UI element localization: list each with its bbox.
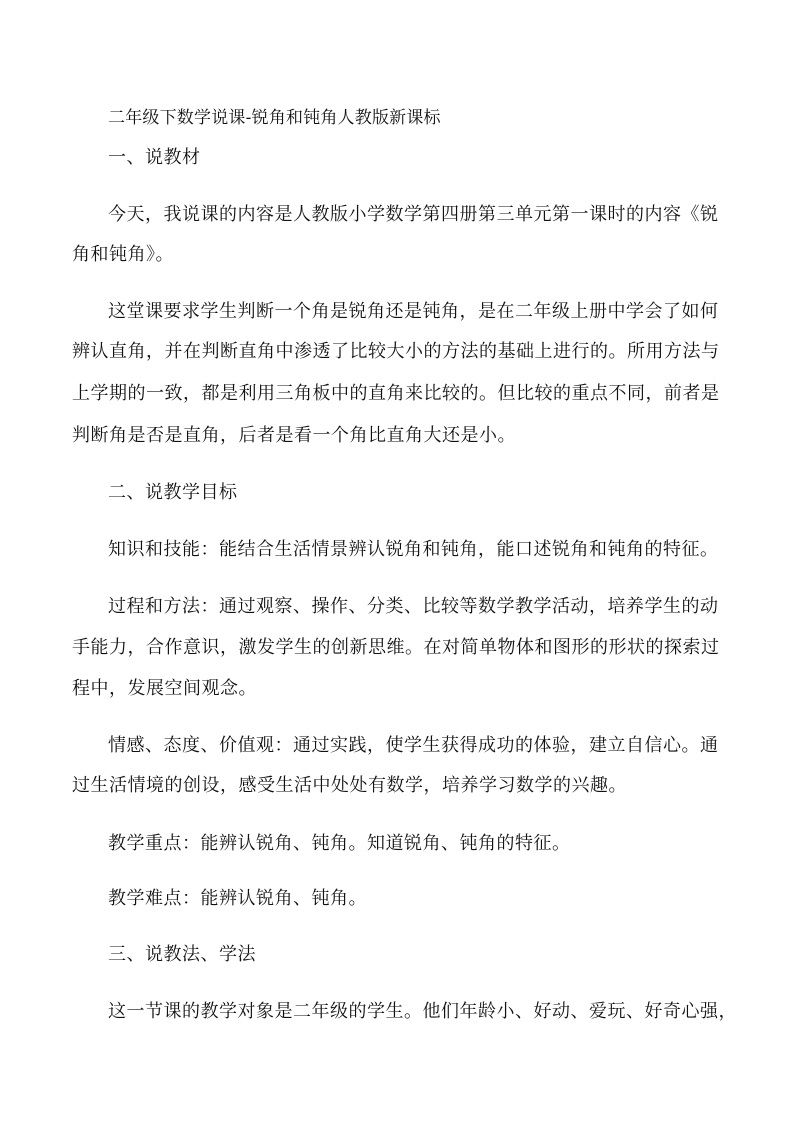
paragraph-line: 角和钝角》。 xyxy=(72,244,174,265)
section-heading-methods: 三、说教法、学法 xyxy=(108,944,256,965)
section-heading-textbook: 一、说教材 xyxy=(108,147,201,168)
paragraph-line: 这堂课要求学生判断一个角是锐角还是钝角，是在二年级上册中学会了如何 xyxy=(108,301,719,322)
goal-process-line: 手能力，合作意识，激发学生的创新思维。在对简单物体和图形的形状的探索过 xyxy=(72,637,720,658)
section-heading-goals: 二、说教学目标 xyxy=(108,482,238,503)
paragraph-line: 这一节课的教学对象是二年级的学生。他们年龄小、好动、爱玩、好奇心强， xyxy=(108,1001,737,1022)
teaching-difficult-point: 教学难点：能辨认锐角、钝角。 xyxy=(108,888,367,909)
goal-emotion-line: 过生活情境的创设，感受生活中处处有数学，培养学习数学的兴趣。 xyxy=(72,775,627,796)
goal-emotion-line: 情感、态度、价值观：通过实践，使学生获得成功的体验，建立自信心。通 xyxy=(108,735,719,756)
paragraph-line: 上学期的一致，都是利用三角板中的直角来比较的。但比较的重点不同，前者是 xyxy=(72,383,720,404)
goal-process-line: 过程和方法：通过观察、操作、分类、比较等数学教学活动，培养学生的动 xyxy=(108,596,719,617)
paragraph-line: 辨认直角，并在判断直角中渗透了比较大小的方法的基础上进行的。所用方法与 xyxy=(72,341,720,362)
goal-knowledge: 知识和技能：能结合生活情景辨认锐角和钝角，能口述锐角和钝角的特征。 xyxy=(108,539,719,560)
document-title: 二年级下数学说课-锐角和钝角人教版新课标 xyxy=(108,108,441,128)
goal-process-line: 程中，发展空间观念。 xyxy=(72,678,257,699)
paragraph-line: 判断角是否是直角，后者是看一个角比直角大还是小。 xyxy=(72,425,516,446)
teaching-key-point: 教学重点：能辨认锐角、钝角。知道锐角、钝角的特征。 xyxy=(108,833,571,854)
paragraph-line: 今天，我说课的内容是人教版小学数学第四册第三单元第一课时的内容《锐 xyxy=(108,204,719,225)
